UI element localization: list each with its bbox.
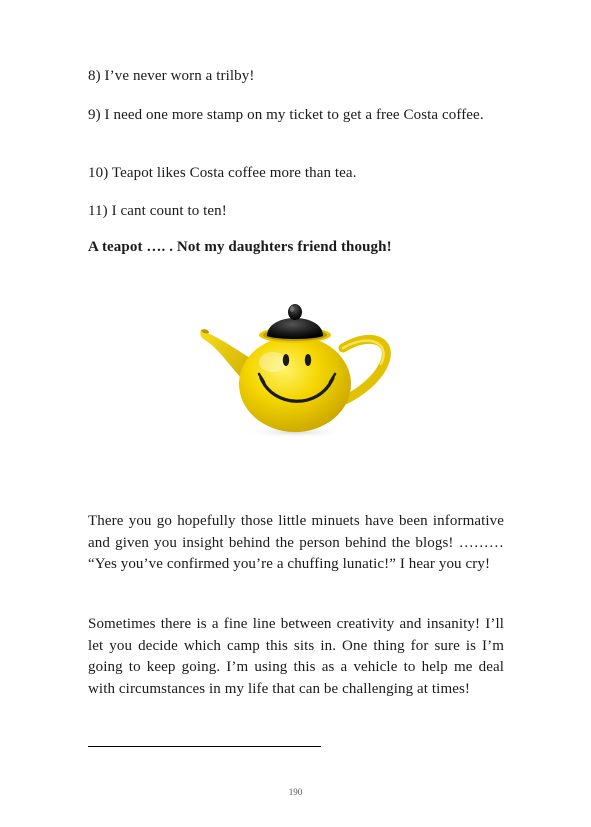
body-paragraph-1 xyxy=(88,511,504,576)
heading-text: A teapot …. . Not my daughters friend though! xyxy=(88,239,392,255)
paragraph-text: There you go hopefully those little minuets have been informative and given you insight behind the person behind the blogs! ……… “Yes you’ve confirmed you’re a chuffing lunatic!” I hear you cry! xyxy=(88,513,504,572)
list-item-9 xyxy=(88,105,504,127)
footnote-divider xyxy=(88,746,321,747)
list-item-11 xyxy=(88,201,504,223)
list-item-text: 9) I need one more stamp on my ticket to get a free Costa coffee. xyxy=(88,107,484,123)
section-heading xyxy=(88,237,504,259)
list-item-text: 8) I’ve never worn a trilby! xyxy=(88,68,255,84)
list-item-text: 10) Teapot likes Costa coffee more than tea. xyxy=(88,165,357,181)
list-item-10 xyxy=(88,163,504,185)
list-item-text: 11) I cant count to ten! xyxy=(88,203,227,219)
list-item-8 xyxy=(88,66,504,88)
smiley-teapot-icon xyxy=(195,300,395,450)
paragraph-text: Sometimes there is a fine line between creativity and insanity! I’ll let you decide which camp this sits in. One thing for sure is I’m going to keep going. I’m using this as a vehicle to help me deal with circumstances in my life that can be challenging at times! xyxy=(88,616,504,697)
body-paragraph-2 xyxy=(88,614,504,700)
page-number: 190 xyxy=(288,787,303,797)
